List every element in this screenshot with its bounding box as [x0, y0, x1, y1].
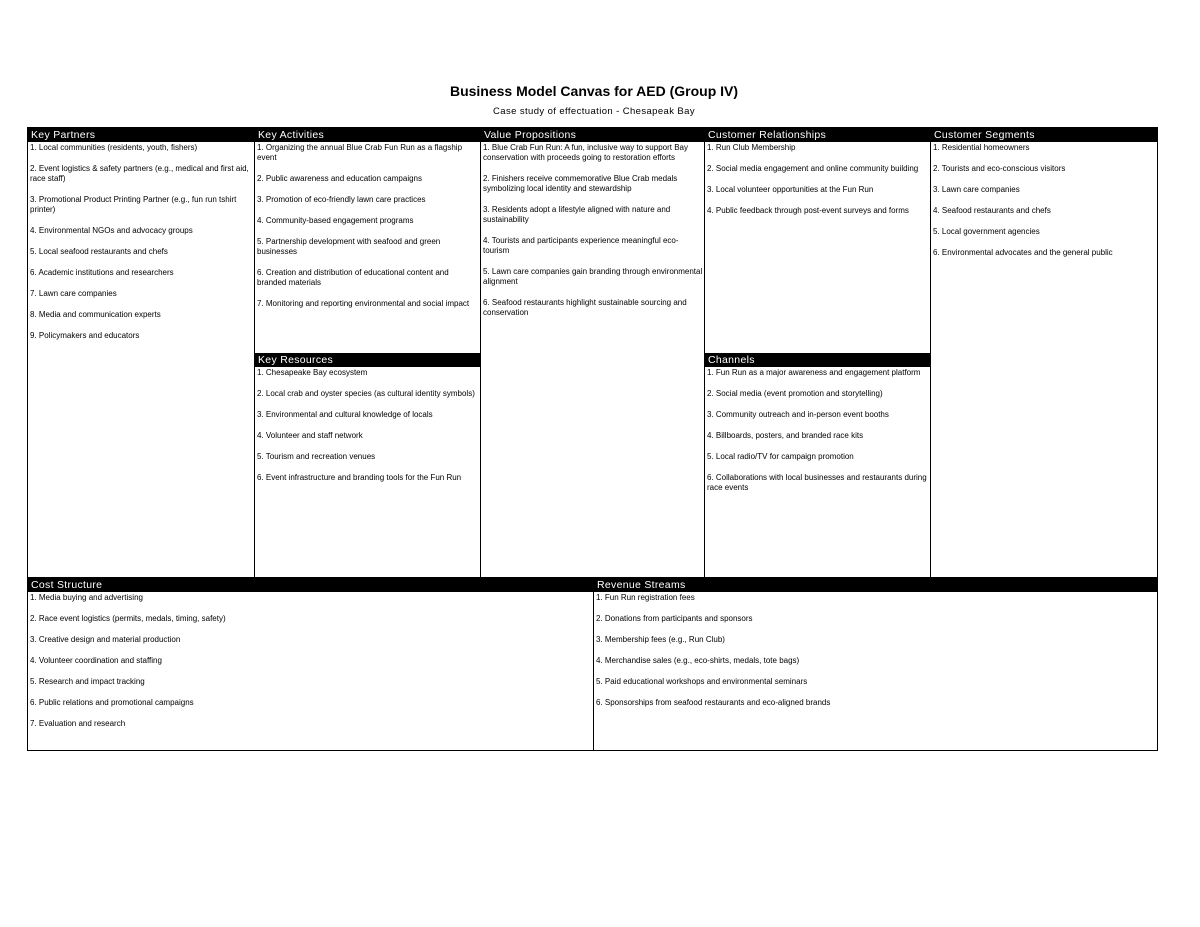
key-partners-list [28, 142, 255, 352]
list-item: 1. Run Club Membership [707, 143, 796, 152]
list-item: 2. Donations from participants and sponsors [596, 614, 753, 623]
list-item: 6. Sponsorships from seafood restaurants and eco-aligned brands [596, 698, 831, 707]
list-item: 1. Residential homeowners [933, 143, 1030, 152]
list-item: 4. Seafood restaurants and chefs [933, 206, 1051, 215]
list-item: 9. Policymakers and educators [30, 331, 140, 340]
list-item: 2. Social media engagement and online community building [707, 164, 919, 173]
list-item: 5. Local government agencies [933, 227, 1040, 236]
list-item: 1. Chesapeake Bay ecosystem [257, 368, 368, 377]
list-item: 6. Public relations and promotional campaigns [30, 698, 194, 707]
list-item: 3. Local volunteer opportunities at the Fun Run [707, 185, 874, 194]
customer-segments-list [931, 142, 1157, 269]
key-resources-section [254, 353, 481, 578]
list-item: 6. Collaborations with local businesses and restaurants during race events [707, 473, 927, 492]
list-item: 5. Partnership development with seafood and green businesses [257, 237, 441, 256]
revenue-streams-list [594, 592, 1157, 719]
key-resources-list [255, 367, 481, 494]
list-item: 4. Volunteer and staff network [257, 431, 363, 440]
list-item: 4. Volunteer coordination and staffing [30, 656, 162, 665]
list-item: 1. Fun Run registration fees [596, 593, 695, 602]
list-item: 2. Race event logistics (permits, medals, timing, safety) [30, 614, 226, 623]
cost-structure-section [28, 577, 594, 750]
key-activities-section [254, 128, 481, 354]
channels-list [705, 367, 931, 504]
list-item: 1. Local communities (residents, youth, fishers) [30, 143, 198, 152]
list-item: 3. Environmental and cultural knowledge of locals [257, 410, 433, 419]
key-partners-section [28, 128, 255, 578]
list-item: 6. Creation and distribution of educational content and branded materials [257, 268, 449, 287]
list-item: 1. Fun Run as a major awareness and engagement platform [707, 368, 921, 377]
list-item: 4. Public feedback through post-event surveys and forms [707, 206, 909, 215]
cost-structure-header: Cost Structure [28, 578, 594, 592]
list-item: 5. Tourism and recreation venues [257, 452, 376, 461]
list-item: 4. Billboards, posters, and branded race kits [707, 431, 864, 440]
customer-segments-header: Customer Segments [931, 128, 1157, 142]
list-item: 2. Social media (event promotion and storytelling) [707, 389, 883, 398]
list-item: 3. Community outreach and in-person event booths [707, 410, 889, 419]
list-item: 5. Local radio/TV for campaign promotion [707, 452, 854, 461]
list-item: 5. Local seafood restaurants and chefs [30, 247, 168, 256]
value-propositions-list [481, 142, 705, 329]
value-propositions-header: Value Propositions [481, 128, 705, 142]
list-item: 1. Blue Crab Fun Run: A fun, inclusive way to support Bay conservation with proceeds going to restoration efforts [483, 143, 688, 162]
channels-header: Channels [705, 353, 931, 367]
channels-section [704, 353, 931, 578]
list-item: 7. Lawn care companies [30, 289, 117, 298]
list-item: 6. Seafood restaurants highlight sustainable sourcing and conservation [483, 298, 687, 317]
list-item: 6. Academic institutions and researchers [30, 268, 174, 277]
list-item: 3. Residents adopt a lifestyle aligned with nature and sustainability [483, 205, 671, 224]
list-item: 2. Tourists and eco-conscious visitors [933, 164, 1066, 173]
list-item: 2. Finishers receive commemorative Blue Crab medals symbolizing local identity and stewardship [483, 174, 678, 193]
list-item: 5. Lawn care companies gain branding through environmental alignment [483, 267, 703, 286]
list-item: 5. Research and impact tracking [30, 677, 145, 686]
customer-relationships-header: Customer Relationships [705, 128, 931, 142]
business-model-canvas [27, 127, 1158, 751]
list-item: 2. Event logistics & safety partners (e.g., medical and first aid, race staff) [30, 164, 249, 183]
key-partners-header: Key Partners [28, 128, 255, 142]
value-propositions-section [480, 128, 705, 578]
list-item: 6. Event infrastructure and branding tools for the Fun Run [257, 473, 462, 482]
list-item: 7. Monitoring and reporting environmental and social impact [257, 299, 470, 308]
list-item: 2. Local crab and oyster species (as cultural identity symbols) [257, 389, 475, 398]
list-item: 2. Public awareness and education campaigns [257, 174, 422, 183]
customer-segments-section [930, 128, 1157, 578]
list-item: 4. Merchandise sales (e.g., eco-shirts, medals, tote bags) [596, 656, 800, 665]
revenue-streams-header: Revenue Streams [594, 578, 1157, 592]
list-item: 3. Promotion of eco-friendly lawn care practices [257, 195, 426, 204]
customer-relationships-list [705, 142, 931, 227]
list-item: 3. Lawn care companies [933, 185, 1020, 194]
list-item: 5. Paid educational workshops and environmental seminars [596, 677, 808, 686]
key-resources-header: Key Resources [255, 353, 481, 367]
list-item: 7. Evaluation and research [30, 719, 126, 728]
list-item: 4. Environmental NGOs and advocacy groups [30, 226, 193, 235]
list-item: 3. Creative design and material production [30, 635, 181, 644]
page-subtitle: Case study of effectuation - Chesapeak Bay [493, 106, 695, 117]
list-item: 1. Organizing the annual Blue Crab Fun Run as a flagship event [257, 143, 463, 162]
key-activities-list [255, 142, 481, 320]
list-item: 8. Media and communication experts [30, 310, 161, 319]
revenue-streams-section [593, 577, 1157, 750]
list-item: 3. Membership fees (e.g., Run Club) [596, 635, 725, 644]
list-item: 1. Media buying and advertising [30, 593, 143, 602]
page-title: Business Model Canvas for AED (Group IV) [449, 83, 739, 99]
customer-relationships-section [704, 128, 931, 354]
list-item: 3. Promotional Product Printing Partner (e.g., fun run tshirt printer) [30, 195, 237, 214]
key-activities-header: Key Activities [255, 128, 481, 142]
list-item: 6. Environmental advocates and the general public [933, 248, 1113, 257]
list-item: 4. Community-based engagement programs [257, 216, 414, 225]
list-item: 4. Tourists and participants experience meaningful eco-tourism [483, 236, 679, 255]
cost-structure-list [28, 592, 594, 740]
